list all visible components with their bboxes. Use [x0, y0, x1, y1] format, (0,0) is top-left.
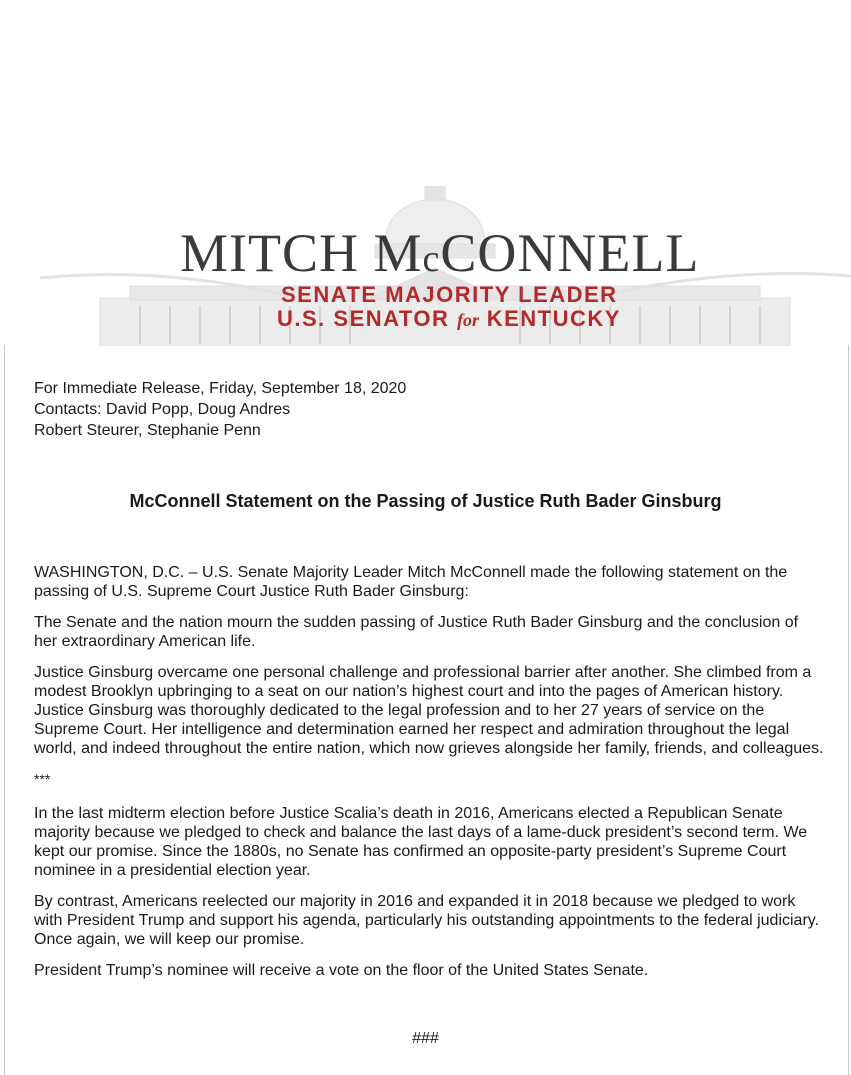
paragraph: Justice Ginsburg overcame one personal challenge and professional barrier after another. She climbed from a modest Brooklyn upbringing to a seat on our nation’s highest court and into the pages of American history. Justice Ginsburg was thoroughly dedicated to the legal profession and to her 27 years of service on the Supreme Court. Her intelligence and determination earned her respect and admiration throughout the legal world, and indeed throughout the entire nation, which now grieves alongside her family, friends, and colleagues. [34, 664, 824, 757]
leadership-title: SENATE MAJORITY LEADER [281, 282, 618, 307]
paragraph: By contrast, Americans reelected our majority in 2016 and expanded it in 2018 because we pledged to work with President Trump and support his agenda, particularly his outstanding appointments to the federal judiciary. Once again, we will keep our promise. [34, 893, 820, 948]
paragraph: In the last midterm election before Justice Scalia’s death in 2016, Americans elected a Republican Senate majority because we pledged to check and balance the last days of a lame-duck president’s second term. We kept our promise. Since the 1880s, no Senate has confirmed an opposite-party president’s Supreme Court nominee in a presidential election year. [34, 805, 808, 879]
senator-name: MITCH McCONNELL [180, 223, 700, 283]
section-divider: *** [34, 771, 51, 787]
letterhead-banner [40, 186, 851, 346]
paragraph: The Senate and the nation mourn the sudden passing of Justice Ruth Bader Ginsburg and the conclusion of her extraordinary American life. [34, 614, 799, 650]
contacts-line: Contacts: David Popp, Doug Andres [34, 401, 291, 418]
contacts-line-2: Robert Steurer, Stephanie Penn [34, 422, 261, 439]
paragraph: WASHINGTON, D.C. – U.S. Senate Majority Leader Mitch McConnell made the following statement on the passing of U.S. Supreme Court Justice Ruth Bader Ginsburg: [34, 564, 788, 600]
release-info [34, 378, 406, 441]
paragraph: President Trump’s nominee will receive a vote on the floor of the United States Senate. [34, 962, 649, 979]
statement-headline: McConnell Statement on the Passing of Justice Ruth Bader Ginsburg [129, 491, 722, 511]
senator-state-title: U.S. SENATOR for KENTUCKY [277, 306, 621, 331]
release-date: For Immediate Release, Friday, September 18, 2020 [34, 380, 407, 397]
end-mark: ### [412, 1030, 439, 1047]
statement-body [34, 563, 824, 992]
